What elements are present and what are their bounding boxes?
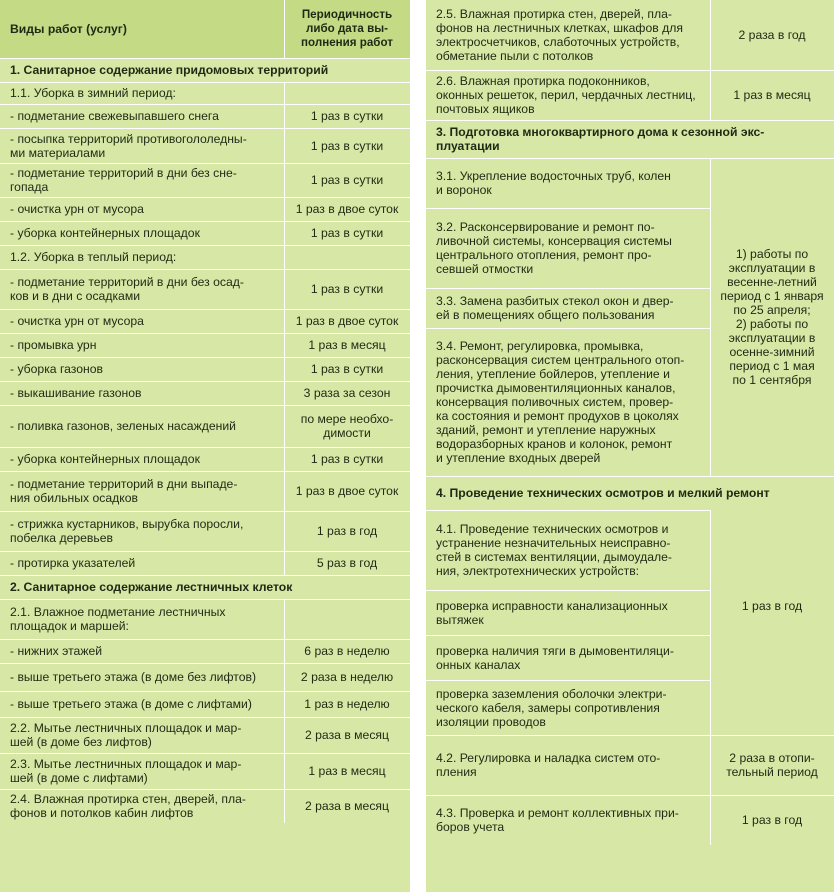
work-period: 1 раз в двое суток — [295, 202, 399, 216]
work-period — [284, 245, 410, 269]
work-period — [284, 599, 410, 639]
work-item: проверка исправности канализационных вытяжек — [436, 598, 668, 627]
work-item: 3.1. Укрепление водосточных труб, колен и воронок — [436, 169, 671, 197]
column-divider — [284, 104, 285, 128]
work-item: - выкашивание газонов — [10, 386, 142, 400]
work-period: 1 раз в сутки — [310, 362, 384, 376]
work-item: 2.2. Мытье лестничных площадок и мар- шей (в доме без лифтов) — [10, 721, 242, 749]
work-period: 2 раза в год — [738, 28, 806, 42]
work-period: 2 раза в неделю — [300, 670, 394, 684]
work-item: - посыпка территорий противогололедны- ми материалами — [10, 131, 247, 160]
header-period: Периодичность либо дата вы- полнения работ — [284, 0, 410, 58]
work-item: 3.4. Ремонт, регулировка, промывка, расконсервация систем центрального отоп- ления, утепление бойлеров, утепление и прочистка дымовентиляционных каналов, консервация поливочных систем, провер- ка состояния и ремонт продухов в цоколях зданий, ремонт и утепление наружных водоразборных кранов и колонок, ремонт и утепление входных дверей — [436, 339, 685, 465]
column-divider — [284, 381, 285, 405]
inspection-period: 1 раз в год — [741, 598, 803, 613]
column-divider — [284, 357, 285, 381]
column-divider — [710, 208, 711, 288]
section-heading: 2. Санитарное содержание лестничных клеток — [10, 580, 293, 594]
work-period: 1 раз в месяц — [308, 764, 386, 778]
work-item: - подметание свежевыпавшего снега — [10, 109, 219, 123]
column-divider — [284, 221, 285, 245]
right-table — [426, 0, 834, 892]
column-divider — [284, 551, 285, 575]
work-period: 1 раз в год — [316, 524, 378, 538]
work-item: проверка наличия тяги в дымовентиляци- онных каналах — [436, 643, 674, 672]
column-divider — [284, 639, 285, 663]
work-item: - очистка урн от мусора — [10, 314, 144, 328]
section-heading: 1. Санитарное содержание придомовых территорий — [10, 63, 329, 77]
column-divider — [284, 599, 285, 639]
work-period: 1 раз в месяц — [733, 88, 811, 102]
column-divider — [284, 197, 285, 221]
column-divider — [284, 663, 285, 691]
column-divider — [710, 510, 711, 590]
work-item: - очистка урн от мусора — [10, 202, 144, 216]
work-period: 2 раза в месяц — [304, 799, 390, 813]
column-divider — [284, 789, 285, 823]
column-divider — [284, 447, 285, 471]
column-divider — [710, 158, 711, 208]
work-item: 2.5. Влажная протирка стен, дверей, пла- фонов на лестничных клетках, шкафов для электросчетчиков, слаботочных устройств, обметание пыли с потолков — [436, 7, 683, 63]
work-period: по мере необхо- димости — [300, 412, 394, 440]
work-item: - промывка урн — [10, 338, 97, 352]
work-item: - выше третьего этажа (в доме с лифтами) — [10, 697, 252, 711]
work-period: 1 раз в год — [741, 813, 803, 827]
work-period: 1 раз в двое суток — [295, 484, 399, 498]
work-item: - подметание территорий в дни без осад- ков и в дни с осадками — [10, 275, 244, 303]
work-period: 1 раз в месяц — [308, 338, 386, 352]
work-item: - стрижка кустарников, вырубка поросли, побелка деревьев — [10, 517, 244, 545]
work-period: 1 раз в неделю — [304, 697, 390, 711]
column-divider — [284, 269, 285, 309]
work-period: 1 раз в сутки — [310, 226, 384, 240]
column-divider — [284, 511, 285, 551]
work-item: - поливка газонов, зеленых насаждений — [10, 419, 236, 433]
work-period: 1 раз в сутки — [310, 109, 384, 123]
column-divider — [284, 245, 285, 269]
header-works: Виды работ (услуг) — [0, 0, 284, 58]
work-period: 3 раза за сезон — [303, 386, 391, 400]
work-period: 1 раз в двое суток — [295, 314, 399, 328]
column-divider — [710, 590, 711, 635]
column-divider — [284, 471, 285, 511]
section-heading: 3. Подготовка многоквартирного дома к сезонной экс- плуатации — [436, 125, 765, 153]
column-divider — [284, 753, 285, 789]
work-item: 2.3. Мытье лестничных площадок и мар- шей (в доме с лифтами) — [10, 757, 242, 785]
work-item: - уборка газонов — [10, 362, 104, 376]
work-item: 3.3. Замена разбитых стекол окон и двер- ей в помещениях общего пользования — [436, 294, 674, 322]
work-item: 4.2. Регулировка и наладка систем ото- пления — [436, 751, 661, 779]
seasonal-period: 1) работы по эксплуатации в весенне-летний период с 1 января по 25 апреля; 2) работы по эксплуатации в осенне-зимний период с 1 мая по 1 сентября — [720, 247, 824, 387]
work-period — [284, 82, 410, 104]
work-period: 1 раз в сутки — [310, 452, 384, 466]
column-divider — [710, 0, 711, 70]
column-divider — [284, 333, 285, 357]
column-divider — [284, 163, 285, 197]
column-divider — [284, 405, 285, 447]
column-divider — [710, 70, 711, 120]
left-table — [0, 0, 410, 892]
work-period: 6 раз в неделю — [304, 644, 390, 658]
column-divider — [710, 795, 711, 845]
work-period: 2 раза в отопи- тельный период — [726, 751, 818, 779]
column-divider — [710, 288, 711, 328]
work-item: проверка заземления оболочки электри- ческого кабеля, замеры сопротивления изоляции проводов — [436, 686, 667, 729]
work-item: 1.2. Уборка в теплый период: — [10, 250, 177, 264]
work-item: 2.6. Влажная протирка подоконников, оконных решеток, перил, чердачных лестниц, почтовых ящиков — [436, 74, 696, 116]
column-divider — [710, 635, 711, 680]
work-item: 2.1. Влажное подметание лестничных площадок и маршей: — [10, 605, 226, 633]
work-item: 1.1. Уборка в зимний период: — [10, 86, 176, 100]
column-divider — [710, 328, 711, 476]
work-item: - уборка контейнерных площадок — [10, 226, 200, 240]
work-period: 5 раз в год — [316, 556, 378, 570]
column-divider — [284, 691, 285, 717]
column-divider — [284, 128, 285, 163]
work-item: - уборка контейнерных площадок — [10, 452, 200, 466]
work-item: - нижних этажей — [10, 644, 103, 658]
work-item: 4.1. Проведение технических осмотров и устранение незначительных неисправно- стей в системах вентиляции, дымоудале- ния, электротехнических устройств: — [436, 522, 672, 578]
work-period: 1 раз в сутки — [310, 138, 384, 153]
work-item: 2.4. Влажная протирка стен, дверей, пла- фонов и потолков кабин лифтов — [10, 792, 246, 820]
work-item: - подметание территорий в дни без сне- гопада — [10, 166, 237, 194]
column-divider — [284, 309, 285, 333]
work-period: 2 раза в месяц — [304, 728, 390, 742]
work-period: 1 раз в сутки — [310, 282, 384, 296]
work-item: 4.3. Проверка и ремонт коллективных при- боров учета — [436, 806, 679, 834]
work-period: 1 раз в сутки — [310, 173, 384, 187]
work-item: - подметание территорий в дни выпаде- ния обильных осадков — [10, 477, 238, 505]
work-item: 3.2. Расконсервирование и ремонт по- ливочной системы, консервация системы центрального отопления, ремонт про- севшей отмостки — [436, 220, 672, 276]
column-divider — [284, 82, 285, 104]
work-item: - протирка указателей — [10, 556, 136, 570]
section-heading: 4. Проведение технических осмотров и мелкий ремонт — [436, 486, 770, 500]
column-divider — [284, 717, 285, 753]
column-divider — [710, 735, 711, 795]
column-divider — [710, 680, 711, 735]
column-divider — [284, 0, 285, 58]
work-item: - выше третьего этажа (в доме без лифтов) — [10, 670, 257, 684]
